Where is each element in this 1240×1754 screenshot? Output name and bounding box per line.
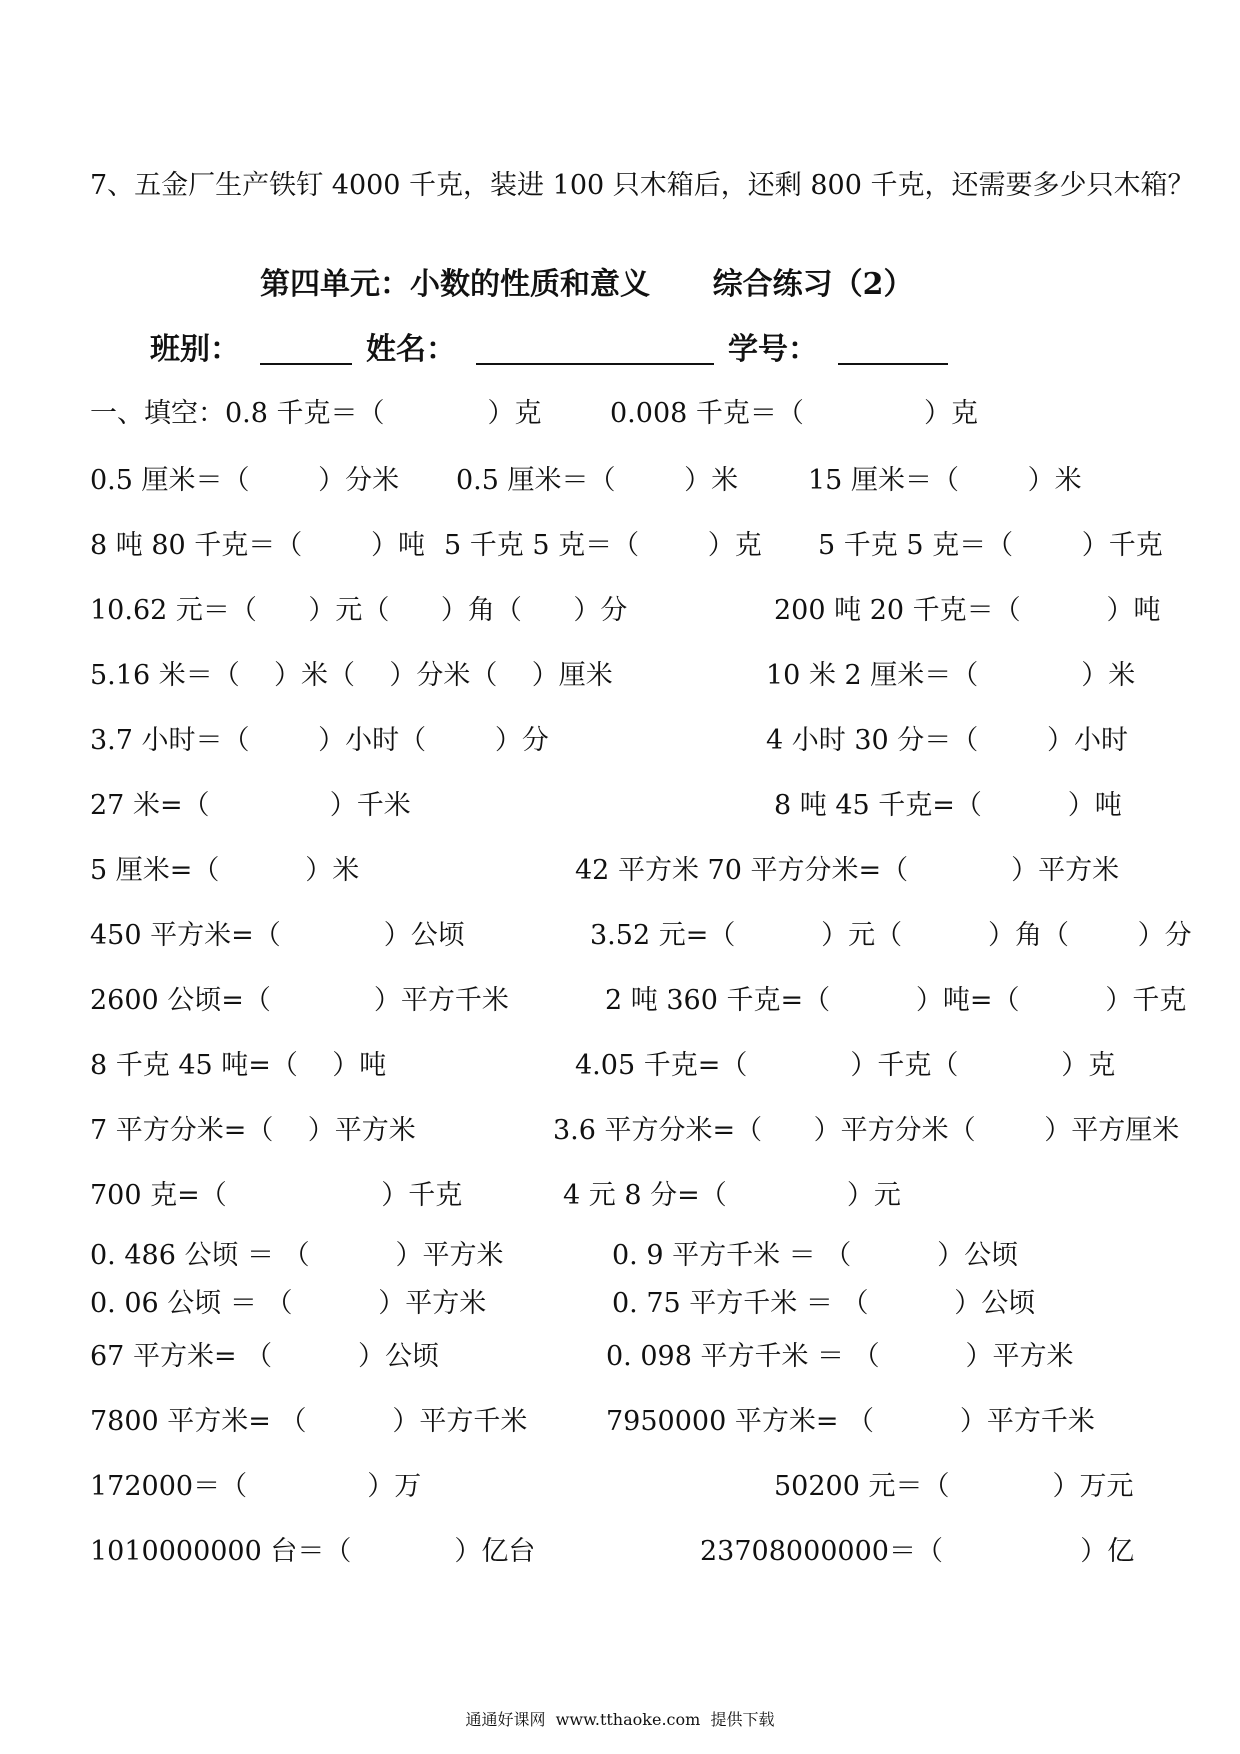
fill-in-row-7-right: 8 吨 45 千克=（ ）吨	[774, 790, 1122, 821]
class-blank	[260, 339, 352, 365]
fill-in-row-4-right: 200 吨 20 千克＝（ ）吨	[774, 595, 1161, 626]
fill-in-row-16-right: 0. 098 平方千米 ＝ （ ）平方米	[606, 1341, 1074, 1372]
fill-in-row-9-left: 450 平方米=（ ）公顷	[90, 920, 465, 951]
fill-in-row-19-left: 1010000000 台＝（ ）亿台	[90, 1536, 536, 1567]
fill-in-row-3-left: 8 吨 80 千克＝（ ）吨	[90, 530, 425, 561]
fill-in-row-7-left: 27 米=（ ）千米	[90, 790, 411, 821]
fill-in-row-5-right: 10 米 2 厘米＝（ ）米	[766, 660, 1136, 691]
fill-in-row-2-right: 15 厘米＝（ ）米	[808, 465, 1082, 496]
fill-in-row-13-left: 700 克=（ ）千克	[90, 1180, 463, 1211]
fill-in-row-6-right: 4 小时 30 分＝（ ）小时	[766, 725, 1128, 756]
fill-in-row-12-right: 3.6 平方分米=（ ）平方分米（ ）平方厘米	[553, 1115, 1180, 1146]
fill-in-row-2-middle: 0.5 厘米＝（ ）米	[456, 465, 739, 496]
fill-in-row-8-right: 42 平方米 70 平方分米=（ ）平方米	[575, 855, 1120, 886]
fill-in-row-1-right: 0.008 千克＝（ ）克	[610, 398, 979, 429]
fill-in-row-15-left: 0. 06 公顷 ＝ （ ）平方米	[90, 1288, 487, 1319]
fill-in-row-12-left: 7 平方分米=（ ）平方米	[90, 1115, 416, 1146]
class-label: 班别：	[150, 332, 240, 367]
fill-in-row-18-right: 50200 元＝（ ）万元	[774, 1471, 1134, 1502]
fill-in-row-3-right: 5 千克 5 克＝（ ）千克	[818, 530, 1163, 561]
fill-in-row-9-right: 3.52 元=（ ）元（ ）角（ ）分	[590, 920, 1192, 951]
question-7: 7、五金厂生产铁钉 4000 千克，装进 100 只木箱后，还剩 800 千克，还需要多少只木箱？	[90, 170, 1195, 201]
fill-in-row-17-left: 7800 平方米= （ ）平方千米	[90, 1406, 528, 1437]
name-blank	[476, 339, 714, 365]
fill-in-row-14-right: 0. 9 平方千米 ＝ （ ）公顷	[612, 1240, 1019, 1271]
student-info	[150, 332, 948, 367]
name-label: 姓名：	[366, 332, 456, 367]
fill-in-row-3-middle: 5 千克 5 克＝（ ）克	[444, 530, 762, 561]
page-title: 第四单元：小数的性质和意义 综合练习（2）	[260, 267, 914, 302]
fill-in-row-13-right: 4 元 8 分=（ ）元	[563, 1180, 901, 1211]
fill-in-row-17-right: 7950000 平方米= （ ）平方千米	[606, 1406, 1095, 1437]
fill-in-row-10-left: 2600 公顷=（ ）平方千米	[90, 985, 509, 1016]
fill-in-row-16-left: 67 平方米= （ ）公顷	[90, 1341, 439, 1372]
id-label: 学号：	[728, 332, 818, 367]
id-blank	[838, 339, 948, 365]
fill-in-row-10-right: 2 吨 360 千克=（ ）吨=（ ）千克	[605, 985, 1187, 1016]
fill-in-row-11-right: 4.05 千克=（ ）千克（ ）克	[575, 1050, 1116, 1081]
fill-in-row-14-left: 0. 486 公顷 ＝ （ ）平方米	[90, 1240, 504, 1271]
fill-in-row-6-left: 3.7 小时＝（ ）小时（ ）分	[90, 725, 549, 756]
fill-in-row-8-left: 5 厘米=（ ）米	[90, 855, 360, 886]
fill-in-row-19-right: 23708000000＝（ ）亿	[700, 1536, 1135, 1567]
fill-in-row-2-left: 0.5 厘米＝（ ）分米	[90, 465, 400, 496]
fill-in-row-15-right: 0. 75 平方千米 ＝ （ ）公顷	[612, 1288, 1036, 1319]
fill-in-row-4-left: 10.62 元＝（ ）元（ ）角（ ）分	[90, 595, 628, 626]
fill-in-row-1-left: 一、填空：0.8 千克＝（ ）克	[90, 398, 542, 429]
page-footer: 通通好课网 www.tthaoke.com 提供下载	[465, 1710, 775, 1729]
fill-in-row-5-left: 5.16 米＝（ ）米（ ）分米（ ）厘米	[90, 660, 613, 691]
fill-in-row-11-left: 8 千克 45 吨=（ ）吨	[90, 1050, 387, 1081]
fill-in-row-18-left: 172000＝（ ）万	[90, 1471, 422, 1502]
